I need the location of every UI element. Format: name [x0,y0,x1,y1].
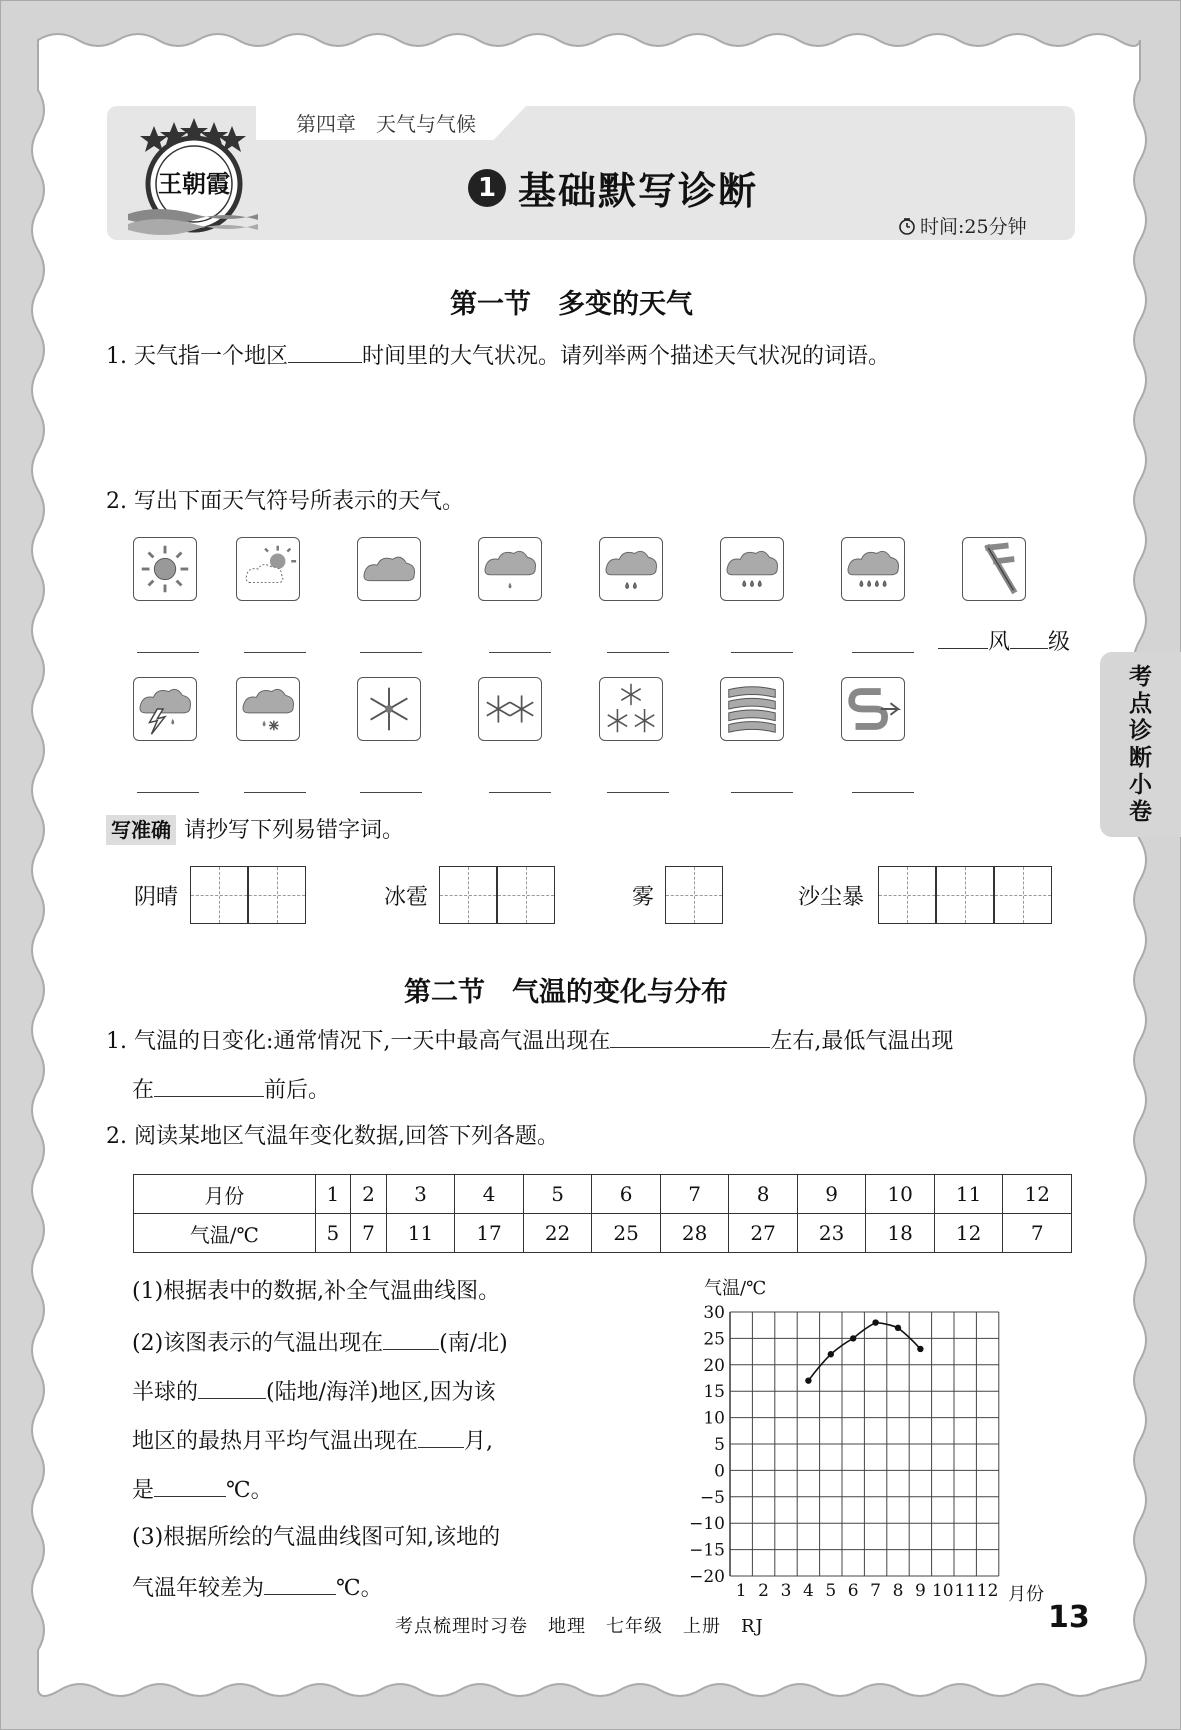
y-tick-label: −5 [699,1487,725,1508]
answer-blank[interactable] [607,792,669,793]
sun-icon [133,537,197,601]
temp-cell: 23 [797,1214,866,1253]
s1-q1-suffix: 时间里的大气状况。请列举两个描述天气状况的词语。 [361,344,890,369]
data-point [805,1377,811,1383]
wind-icon [962,537,1026,601]
clock-icon [898,217,916,235]
y-tick-label: 0 [714,1461,725,1482]
moderate-snow-icon [478,677,542,741]
y-tick-label: −20 [689,1567,725,1587]
answer-blank[interactable] [360,652,422,653]
sub2-text-c: 半球的 [132,1380,199,1405]
heavy-rain-icon [720,537,784,601]
answer-blank[interactable] [731,792,793,793]
temp-cell: 7 [351,1214,387,1253]
footer [395,1612,784,1638]
writing-cell[interactable] [665,866,723,924]
answer-blank[interactable] [137,652,199,653]
answer-blank[interactable] [610,1025,770,1048]
sub-question-2-line3 [132,1425,493,1457]
temp-cell: 25 [592,1214,661,1253]
sub-question-2 [132,1327,508,1359]
title-number-badge: 1 [468,169,506,207]
temp-cell: 12 [934,1214,1003,1253]
temp-cell: 28 [660,1214,729,1253]
table-header-cell: 气温/℃ [134,1214,316,1253]
answer-blank[interactable] [938,626,988,649]
x-tick-label: 3 [780,1581,792,1596]
temp-cell: 5 [315,1214,351,1253]
answer-blank[interactable] [137,792,199,793]
side-tab-char: 断 [1129,744,1152,771]
sub2-text-b: (南/北) [439,1331,508,1356]
table-row [134,1175,1072,1214]
heavy-snow-icon [599,677,663,741]
sub-question-2-line4 [132,1474,273,1506]
x-tick-label: 1 [735,1581,747,1596]
footer-grade: 七年级 [606,1616,663,1637]
wind-feng: 风 [988,630,1011,655]
page-number: 13 [1048,1600,1090,1635]
answer-blank[interactable] [1010,626,1048,649]
writing-cell[interactable] [190,866,248,924]
y-tick-label: 10 [703,1408,725,1429]
answer-blank[interactable] [489,792,551,793]
s2-q1-text-b: 左右,最低气温出现 [770,1029,954,1054]
time-label: 时间:25分钟 [920,216,1027,238]
partly-cloudy-icon [236,537,300,601]
month-cell: 11 [934,1175,1003,1214]
sub2-text-a: (2)该图表示的气温出现在 [132,1331,384,1356]
sub2-text-g: 是 [132,1478,155,1503]
chart-y-label: 气温/℃ [704,1278,767,1299]
s2-q1-text-d: 前后。 [264,1078,331,1103]
page-title: 基础默写诊断 [518,169,759,213]
s1-q1-prefix: 1. 天气指一个地区 [106,344,288,369]
month-cell: 9 [797,1175,866,1214]
footer-subject: 地理 [548,1616,586,1637]
answer-blank[interactable] [288,340,362,363]
section1-heading: 第一节 多变的天气 [450,289,693,320]
footer-edition: RJ [741,1616,764,1637]
x-tick-label: 9 [914,1581,926,1596]
sub3-text-c: ℃。 [336,1576,383,1601]
temp-cell: 17 [455,1214,524,1253]
rainstorm-icon [841,537,905,601]
data-point [828,1351,834,1357]
footer-volume: 上册 [683,1616,721,1637]
temperature-table [133,1174,1072,1253]
chart-x-label: 月份 [1008,1584,1044,1605]
answer-blank[interactable] [244,792,306,793]
answer-blank[interactable] [489,652,551,653]
temp-cell: 22 [523,1214,592,1253]
sleet-icon [236,677,300,741]
x-tick-label: 5 [825,1581,837,1596]
x-tick-label: 12 [976,1581,999,1596]
answer-blank[interactable] [198,1376,266,1399]
temp-cell: 27 [729,1214,798,1253]
temp-cell: 7 [1003,1214,1072,1253]
answer-blank[interactable] [852,792,914,793]
table-header-cell: 月份 [134,1175,316,1214]
answer-blank[interactable] [264,1572,336,1595]
s2-q1-text-a: 1. 气温的日变化:通常情况下,一天中最高气温出现在 [106,1029,611,1054]
s1-question-2: 2. 写出下面天气符号所表示的天气。 [106,489,464,514]
x-tick-label: 7 [870,1581,882,1596]
x-tick-label: 6 [847,1581,859,1596]
x-tick-label: 8 [892,1581,904,1596]
footer-book: 考点梳理时习卷 [395,1616,528,1637]
answer-blank[interactable] [383,1327,439,1350]
side-tab [1100,652,1181,837]
title-row [468,160,758,215]
s2-question-1-cont [132,1074,330,1106]
answer-blank[interactable] [154,1074,264,1097]
month-cell: 1 [315,1175,351,1214]
x-tick-label: 4 [802,1581,814,1596]
sub2-text-f: 月, [464,1429,494,1454]
light-rain-icon [478,537,542,601]
s2-q1-text-c: 在 [132,1078,155,1103]
section2-heading: 第二节 气温的变化与分布 [404,977,728,1008]
sub-question-3: (3)根据所绘的气温曲线图可知,该地的 [132,1525,501,1550]
data-point [917,1346,923,1352]
chapter-number: 第四章 [296,112,356,136]
chapter-title: 天气与气候 [376,112,476,136]
y-tick-label: 30 [703,1303,725,1323]
side-tab-char: 诊 [1129,717,1152,744]
month-cell: 7 [660,1175,729,1214]
sub2-text-d: (陆地/海洋)地区,因为该 [266,1380,496,1405]
x-tick-label: 2 [758,1581,770,1596]
sub3-text-b: 气温年较差为 [132,1576,265,1601]
sub-question-2-line2 [132,1376,496,1408]
month-cell: 4 [455,1175,524,1214]
s1-question-1 [106,340,890,372]
month-cell: 2 [351,1175,387,1214]
write-instruction: 请抄写下列易错字词。 [184,818,405,843]
y-tick-label: 5 [714,1435,725,1455]
data-point [850,1335,856,1341]
x-tick-label: 10 [931,1581,954,1596]
wind-answer [938,626,1070,658]
y-tick-label: 15 [703,1382,725,1403]
thunderstorm-icon [133,677,197,741]
sandstorm-icon [841,677,905,741]
wind-ji: 级 [1048,630,1071,655]
data-point [895,1325,901,1331]
answer-blank[interactable] [852,652,914,653]
sub-question-3-line2 [132,1572,383,1604]
word-label: 冰雹 [384,885,429,910]
month-cell: 12 [1003,1175,1072,1214]
writing-cell[interactable] [248,866,306,924]
answer-blank[interactable] [418,1425,464,1448]
writing-cell[interactable] [994,866,1052,924]
logo-text: 王朝霞 [158,169,230,198]
month-cell: 8 [729,1175,798,1214]
answer-blank[interactable] [607,652,669,653]
temp-cell: 11 [386,1214,455,1253]
brand-logo [128,118,258,236]
sub-question-1: (1)根据表中的数据,补全气温曲线图。 [132,1279,501,1304]
moderate-rain-icon [599,537,663,601]
x-tick-label: 11 [954,1581,977,1596]
month-cell: 3 [386,1175,455,1214]
y-tick-label: −15 [689,1540,725,1561]
temp-cell: 18 [866,1214,935,1253]
write-accurately [106,815,404,846]
light-snow-icon [357,677,421,741]
time-limit [898,212,1027,239]
month-cell: 6 [592,1175,661,1214]
side-tab-char: 点 [1129,690,1152,717]
y-tick-label: 20 [703,1355,725,1376]
writing-cell[interactable] [936,866,994,924]
chapter-label [296,108,496,137]
y-tick-label: 25 [703,1329,725,1350]
side-tab-char: 小 [1129,771,1152,798]
answer-blank[interactable] [154,1474,226,1497]
data-point [872,1319,878,1325]
s2-question-2: 2. 阅读某地区气温年变化数据,回答下列各题。 [106,1124,559,1149]
table-row [134,1214,1072,1253]
writing-cell[interactable] [497,866,555,924]
write-label: 写准确 [106,815,176,845]
answer-blank[interactable] [244,652,306,653]
s2-question-1 [106,1025,953,1057]
month-cell: 10 [866,1175,935,1214]
y-tick-label: −10 [689,1514,725,1535]
sub2-text-h: ℃。 [226,1478,273,1503]
sub2-text-e: 地区的最热月平均气温出现在 [132,1429,419,1454]
answer-blank[interactable] [360,792,422,793]
answer-blank[interactable] [731,652,793,653]
cloud-icon [357,537,421,601]
word-label: 阴晴 [134,885,179,910]
temperature-chart [680,1296,1020,1596]
side-tab-char: 卷 [1129,798,1152,825]
fog-icon [720,677,784,741]
word-label: 沙尘暴 [798,885,865,910]
side-tab-char: 考 [1129,663,1152,690]
writing-cell[interactable] [878,866,936,924]
word-label: 雾 [632,885,655,910]
month-cell: 5 [523,1175,592,1214]
writing-cell[interactable] [439,866,497,924]
